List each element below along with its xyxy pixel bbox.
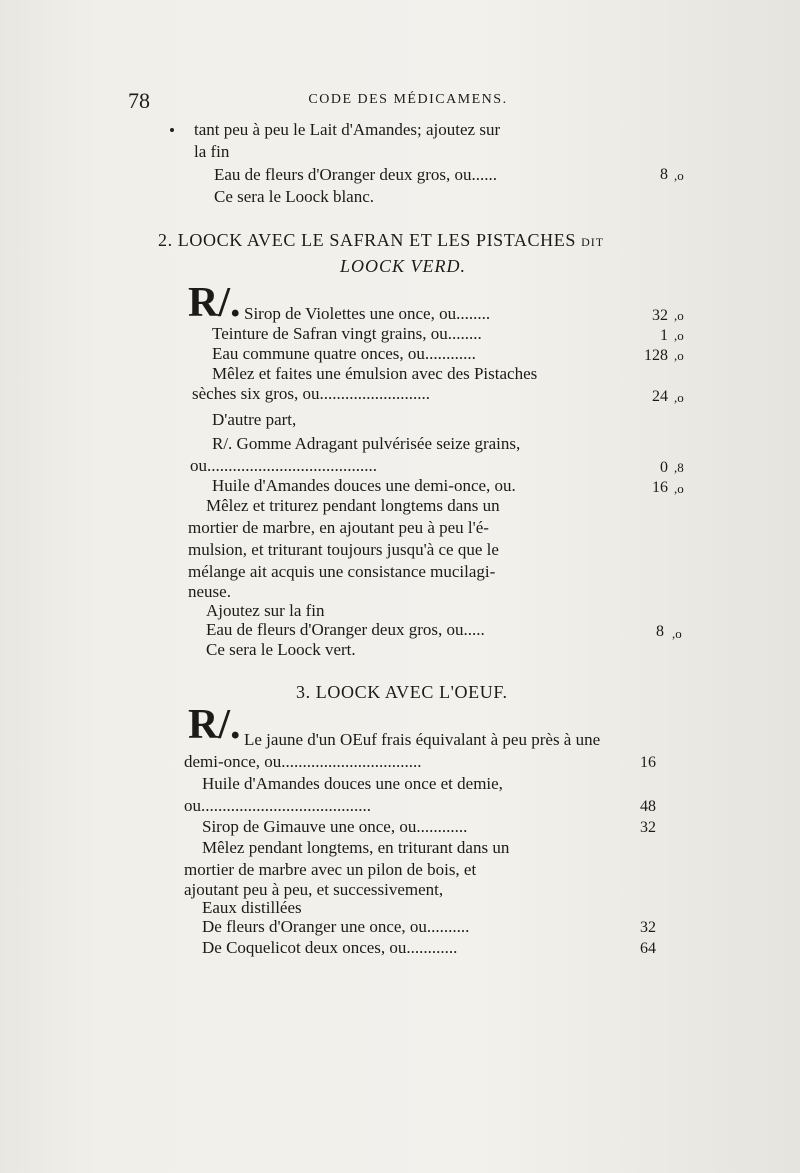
s2-gomme-line-b: ou........................................ — [190, 456, 377, 475]
s2-eau-decimal: ,o — [672, 626, 682, 641]
section-2-recipe-symbol: R/. — [188, 280, 241, 326]
s2-melez-1-line-a: Mêlez et faites une émulsion avec des Pistaches — [212, 364, 538, 383]
s2-huile: Huile d'Amandes douces une demi-once, ou. — [212, 476, 516, 495]
s2-eau: Eau de fleurs d'Oranger deux gros, ou..... — [206, 620, 485, 639]
intro-line-3: Eau de fleurs d'Oranger deux gros, ou...... — [214, 165, 498, 184]
s3-melez-line-1: Mêlez pendant longtems, en triturant dans un — [202, 838, 510, 857]
s2-melez-2-line-1: Mêlez et triturez pendant longtems dans un — [206, 496, 500, 515]
s2-item-2: Teinture de Safran vingt grains, ou........ — [212, 324, 482, 343]
s2-gomme-amount: 0 — [660, 459, 668, 476]
section-2-title-text: 2. LOOCK AVEC LE SAFRAN ET LES PISTACHES — [158, 230, 576, 250]
s2-item-2-decimal: ,o — [674, 328, 684, 343]
running-header — [128, 88, 688, 112]
s2-item-1-amount: 32 — [652, 307, 668, 324]
s2-sera: Ce sera le Loock vert. — [206, 640, 356, 659]
s2-item-2-amount: 1 — [660, 327, 668, 344]
s2-item-3: Eau commune quatre onces, ou............ — [212, 344, 476, 363]
intro-line-1: tant peu à peu le Lait d'Amandes; ajoutez sur — [194, 120, 501, 139]
s2-ajoutez: Ajoutez sur la fin — [206, 601, 325, 620]
intro-line-4: Ce sera le Loock blanc. — [214, 187, 375, 206]
s3-sirop-amount: 32 — [640, 819, 656, 836]
section-2-title — [158, 230, 604, 251]
section-2-title-suffix: DIT — [581, 235, 605, 249]
s3-huile-line-b: ou........................................ — [184, 796, 371, 815]
s2-eau-amount: 8 — [656, 623, 664, 640]
s2-melez-2-line-2: mortier de marbre, en ajoutant peu à peu l'é- — [188, 518, 489, 537]
running-title: CODE DES MÉDICAMENS. — [308, 92, 508, 107]
s2-gomme-line-a: R/. Gomme Adragant pulvérisée seize grains, — [212, 434, 521, 453]
margin-dot — [170, 128, 174, 132]
s3-jaune-line-a: Le jaune d'un OEuf frais équivalant à peu près à une — [244, 730, 601, 749]
s2-huile-amount: 16 — [652, 479, 668, 496]
s2-huile-decimal: ,o — [674, 481, 684, 496]
s3-fleurs-amount: 32 — [640, 919, 656, 936]
s3-eaux-distillees: Eaux distillées — [202, 898, 302, 917]
s2-item-1-decimal: ,o — [674, 308, 684, 323]
section-3-title: 3. LOOCK AVEC L'OEUF. — [296, 682, 508, 702]
s2-item-3-amount: 128 — [644, 347, 668, 364]
s2-melez-1-amount: 24 — [652, 388, 668, 405]
s2-melez-2-line-5: neuse. — [188, 582, 231, 601]
s3-huile-amount: 48 — [640, 798, 656, 815]
section-2-subtitle: LOOCK VERD. — [340, 256, 467, 276]
intro-line-3-amount: 8 — [660, 166, 668, 183]
intro-line-2: la fin — [194, 142, 230, 161]
section-3-recipe-symbol: R/. — [188, 702, 241, 748]
s3-jaune-line-b: demi-once, ou................................. — [184, 752, 422, 771]
s3-sirop: Sirop de Gimauve une once, ou............ — [202, 817, 468, 836]
s2-melez-2-line-3: mulsion, et triturant toujours jusqu'à ce que le — [188, 540, 499, 559]
s3-melez-line-2: mortier de marbre avec un pilon de bois, et — [184, 860, 477, 879]
s3-coquelicot-amount: 64 — [640, 940, 656, 957]
intro-line-3-decimal: ,o — [674, 168, 684, 183]
s2-melez-2-line-4: mélange ait acquis une consistance mucilagi- — [188, 562, 496, 581]
s3-jaune-amount: 16 — [640, 754, 656, 771]
s3-coquelicot: De Coquelicot deux onces, ou............ — [202, 938, 458, 957]
page-number: 78 — [128, 88, 150, 113]
s3-huile-line-a: Huile d'Amandes douces une once et demie, — [202, 774, 503, 793]
s2-item-1: Sirop de Violettes une once, ou........ — [244, 304, 491, 323]
s2-melez-1-decimal: ,o — [674, 390, 684, 405]
s2-gomme-decimal: ,8 — [674, 460, 684, 475]
s2-autre-part: D'autre part, — [212, 410, 297, 429]
s3-melez-line-3: ajoutant peu à peu, et successivement, — [184, 880, 444, 899]
s2-item-3-decimal: ,o — [674, 348, 684, 363]
s2-melez-1-line-b: sèches six gros, ou.......................... — [192, 384, 430, 403]
s3-fleurs: De fleurs d'Oranger une once, ou.......... — [202, 917, 470, 936]
